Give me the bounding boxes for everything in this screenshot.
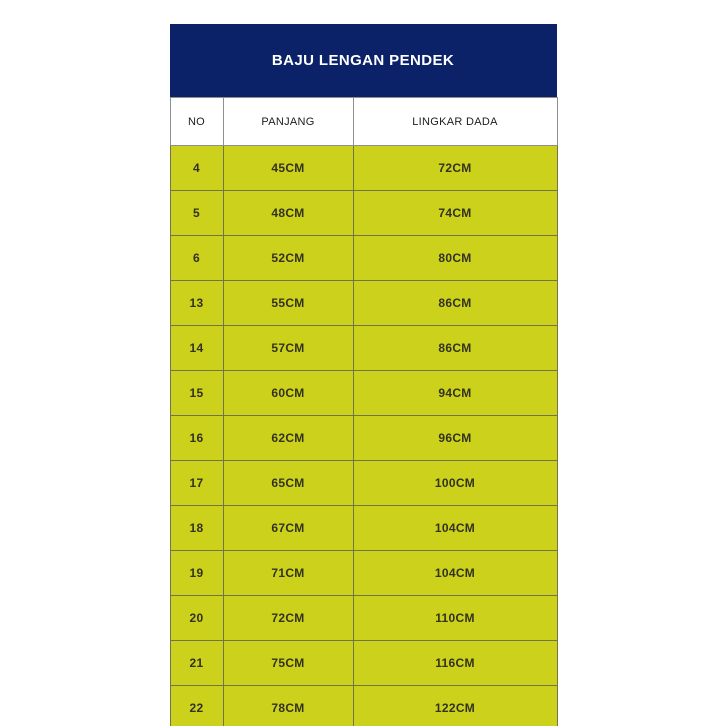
- table-row: [170, 461, 557, 506]
- size-chart: [170, 24, 557, 726]
- cell-lingkar-dada: 122CM: [353, 686, 557, 726]
- cell-lingkar-dada: 80CM: [353, 236, 557, 281]
- table-row: [170, 686, 557, 726]
- col-header-panjang: PANJANG: [223, 98, 353, 146]
- table-row: [170, 146, 557, 191]
- cell-panjang: 52CM: [223, 236, 353, 281]
- cell-lingkar-dada: 100CM: [353, 461, 557, 506]
- cell-lingkar-dada: 86CM: [353, 326, 557, 371]
- cell-lingkar-dada: 96CM: [353, 416, 557, 461]
- cell-no: 21: [170, 641, 223, 686]
- title-bar: [170, 24, 557, 97]
- cell-lingkar-dada: 72CM: [353, 146, 557, 191]
- table-row: [170, 326, 557, 371]
- table-row: [170, 416, 557, 461]
- table-row: [170, 371, 557, 416]
- cell-no: 18: [170, 506, 223, 551]
- cell-no: 17: [170, 461, 223, 506]
- cell-lingkar-dada: 86CM: [353, 281, 557, 326]
- table-body: [170, 146, 557, 726]
- table-row: [170, 506, 557, 551]
- cell-panjang: 67CM: [223, 506, 353, 551]
- cell-no: 6: [170, 236, 223, 281]
- cell-panjang: 60CM: [223, 371, 353, 416]
- cell-no: 19: [170, 551, 223, 596]
- cell-no: 14: [170, 326, 223, 371]
- cell-no: 5: [170, 191, 223, 236]
- cell-lingkar-dada: 110CM: [353, 596, 557, 641]
- cell-panjang: 55CM: [223, 281, 353, 326]
- size-table: [170, 97, 558, 726]
- cell-panjang: 65CM: [223, 461, 353, 506]
- cell-panjang: 71CM: [223, 551, 353, 596]
- table-row: [170, 191, 557, 236]
- table-row: [170, 551, 557, 596]
- col-header-lingkar-dada: LINGKAR DADA: [353, 98, 557, 146]
- cell-panjang: 75CM: [223, 641, 353, 686]
- cell-lingkar-dada: 104CM: [353, 551, 557, 596]
- cell-no: 13: [170, 281, 223, 326]
- cell-no: 4: [170, 146, 223, 191]
- table-row: [170, 281, 557, 326]
- cell-lingkar-dada: 94CM: [353, 371, 557, 416]
- cell-no: 16: [170, 416, 223, 461]
- table-row: [170, 236, 557, 281]
- cell-no: 15: [170, 371, 223, 416]
- header-row: [170, 98, 557, 146]
- table-row: [170, 641, 557, 686]
- cell-lingkar-dada: 104CM: [353, 506, 557, 551]
- cell-lingkar-dada: 116CM: [353, 641, 557, 686]
- cell-panjang: 62CM: [223, 416, 353, 461]
- table-row: [170, 596, 557, 641]
- cell-lingkar-dada: 74CM: [353, 191, 557, 236]
- cell-panjang: 48CM: [223, 191, 353, 236]
- cell-no: 22: [170, 686, 223, 726]
- cell-no: 20: [170, 596, 223, 641]
- cell-panjang: 78CM: [223, 686, 353, 726]
- cell-panjang: 72CM: [223, 596, 353, 641]
- col-header-no: NO: [170, 98, 223, 146]
- page-title: BAJU LENGAN PENDEK: [271, 52, 455, 69]
- cell-panjang: 45CM: [223, 146, 353, 191]
- cell-panjang: 57CM: [223, 326, 353, 371]
